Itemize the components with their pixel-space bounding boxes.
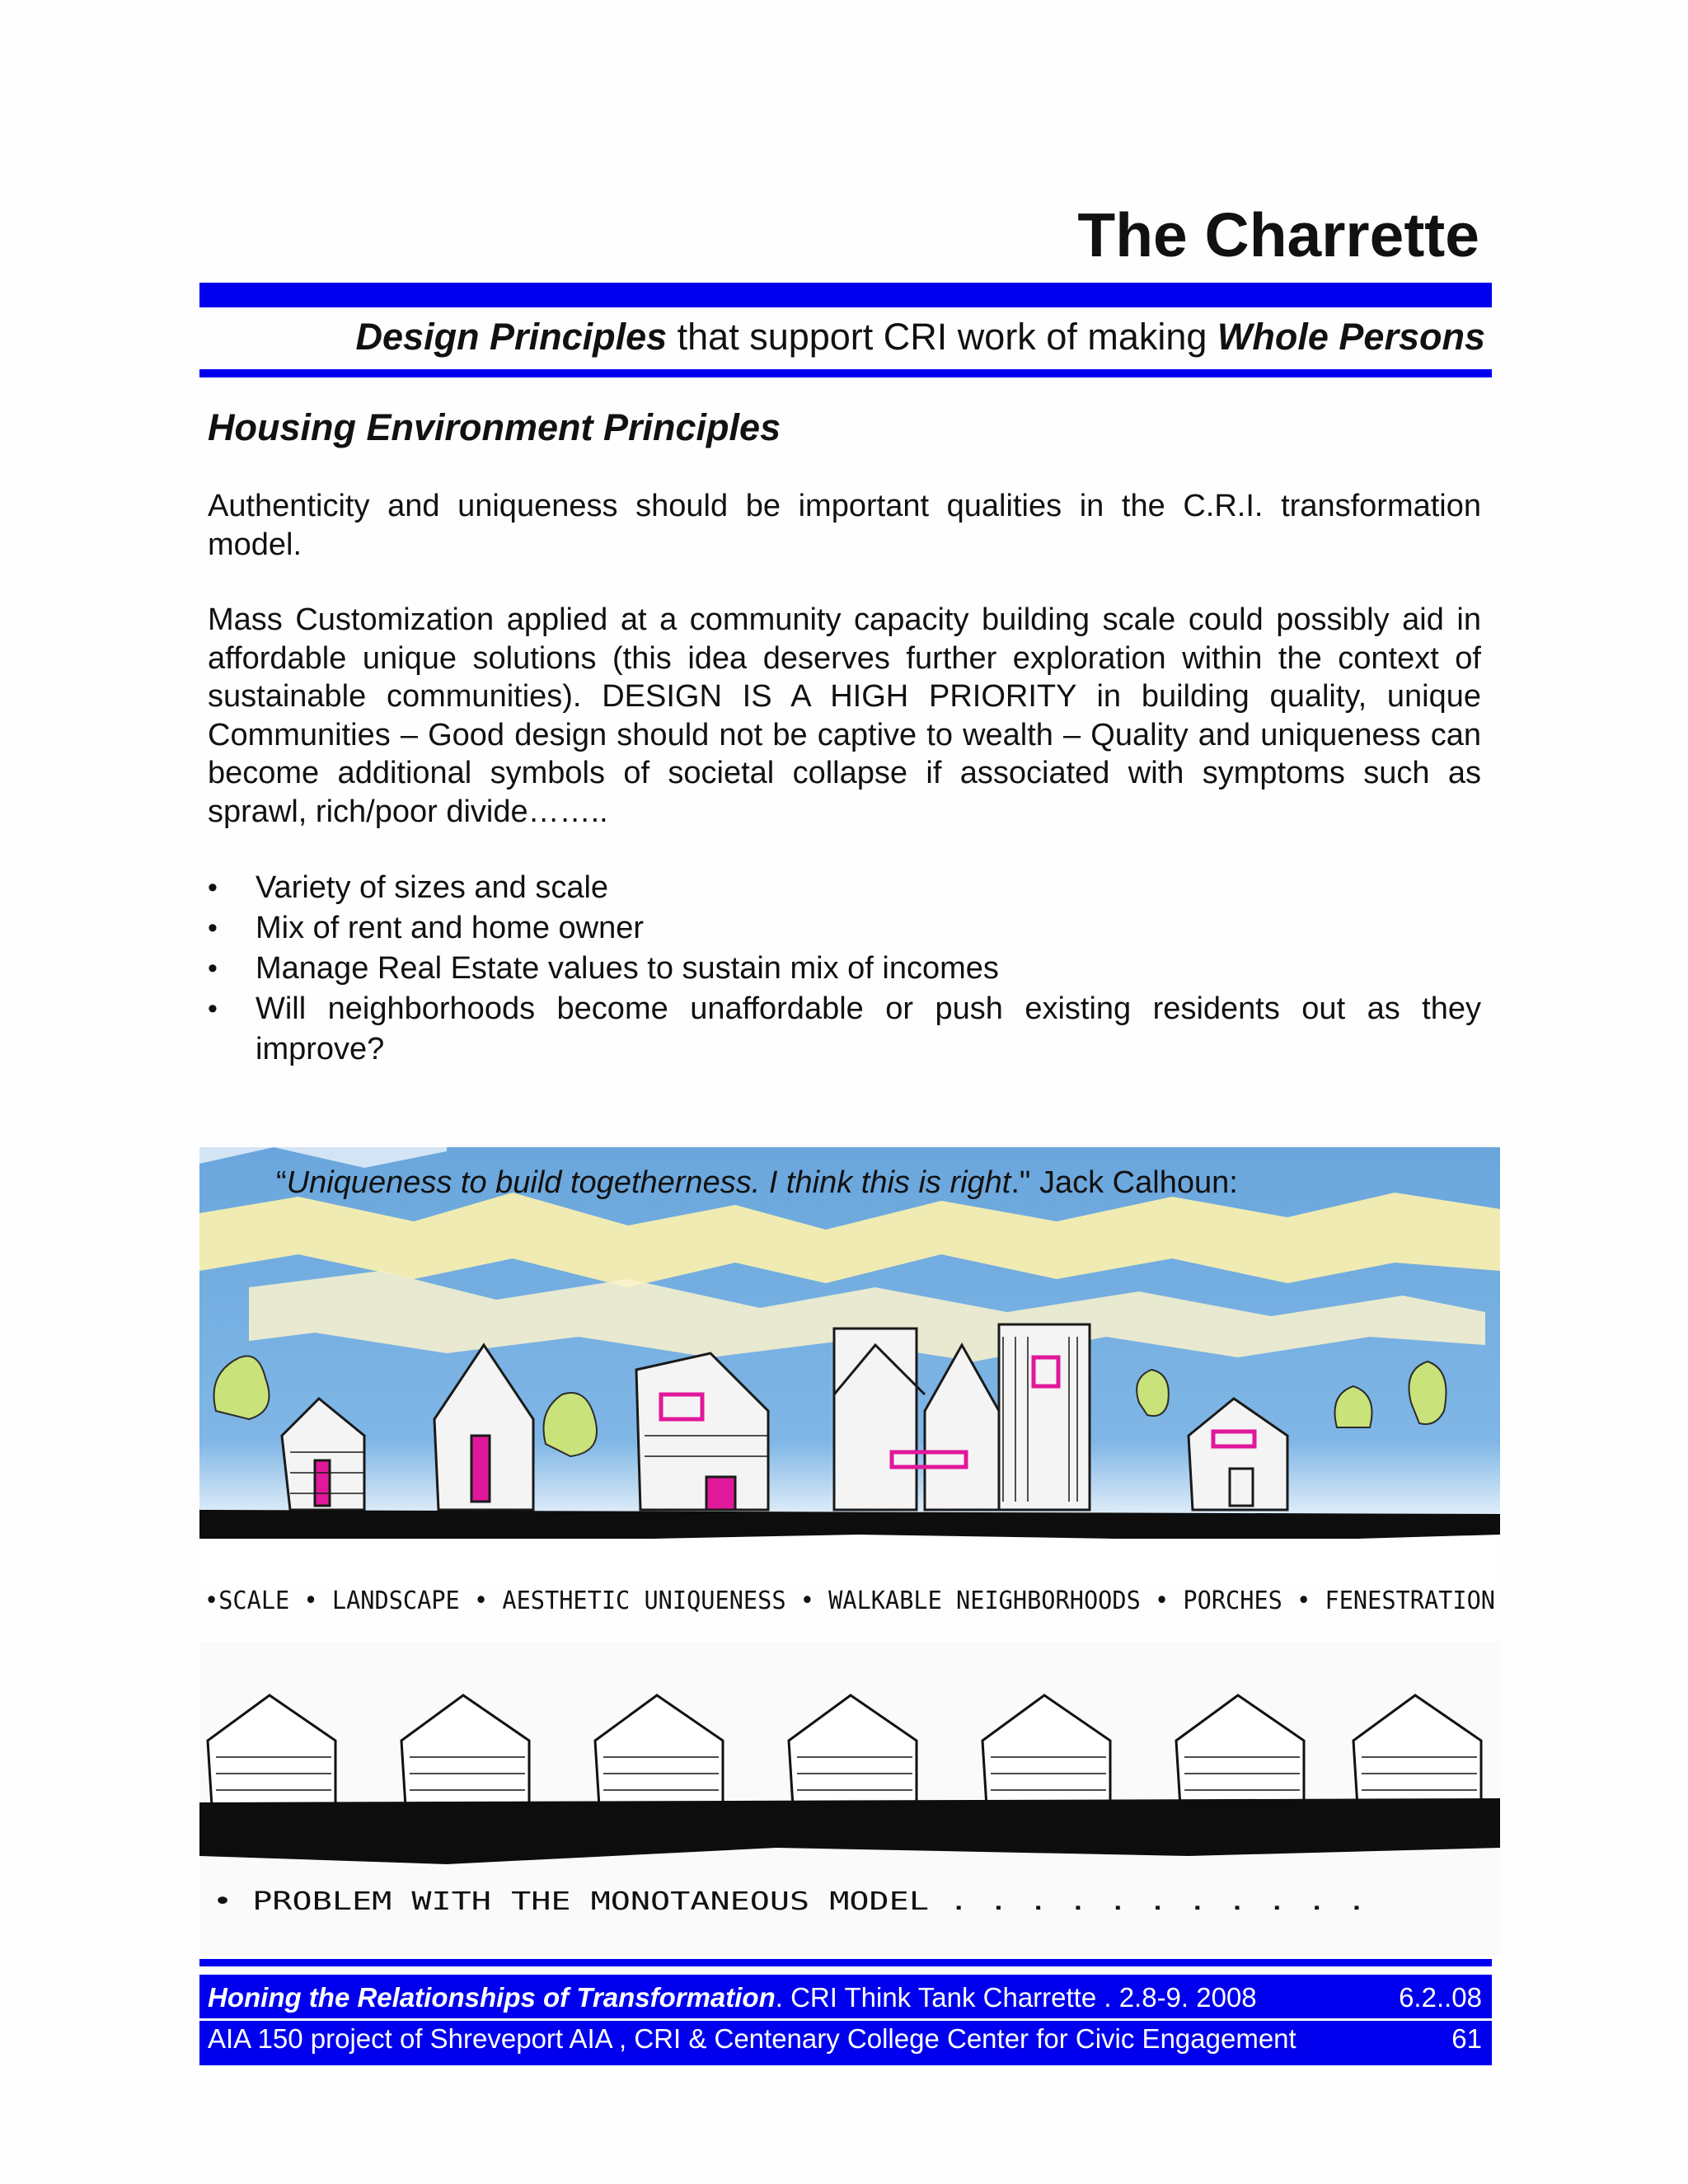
- subtitle-rule: [199, 369, 1492, 377]
- subtitle-mid: that support CRI work of making: [667, 316, 1217, 358]
- quote-attribution: ." Jack Calhoun:: [1010, 1165, 1238, 1200]
- page-title: The Charrette: [1077, 200, 1479, 269]
- title-rule: [199, 283, 1492, 307]
- footer-date: 6.2..08: [1399, 1982, 1482, 2013]
- caption-bottom: • PROBLEM WITH THE MONOTANEOUS MODEL . . . . . . . . . . .: [213, 1887, 1367, 1916]
- list-item: • Variety of sizes and scale: [208, 868, 1481, 908]
- footer-event: . CRI Think Tank Charrette . 2.8-9. 2008: [775, 1982, 1257, 2013]
- paragraph-authenticity: Authenticity and uniqueness should be important qualities in the C.R.I. transformation model.: [208, 489, 1481, 562]
- footer-line-1: [208, 1978, 1482, 2018]
- housing-sketch-illustration: [199, 1147, 1500, 1955]
- page-number: 61: [1451, 2023, 1482, 2054]
- page-subtitle: [199, 313, 1485, 361]
- footer-rule: [199, 1959, 1492, 1966]
- list-item: • Will neighborhoods become unaffordable or push existing residents out as they improve?: [208, 989, 1481, 1070]
- footer-credits: AIA 150 project of Shreveport AIA , CRI & Centenary College Center for Civic Engagement: [208, 2023, 1296, 2054]
- list-item: • Mix of rent and home owner: [208, 908, 1481, 949]
- subtitle-lead: Design Principles: [355, 316, 668, 358]
- footer-line-2: [208, 2019, 1482, 2059]
- quote: [276, 1164, 1238, 1202]
- paragraph-mass-customization: Mass Customization applied at a community capacity building scale could possibly aid in affordable unique solutions (this idea deserves further exploration within the context of sustainable communities). DESIGN IS A HIGH PRIORITY in building quality, unique Communities – Good design should not be captive to wealth – Quality and uniqueness can become additional symbols of societal collapse if associated with symptoms such as sprawl, rich/poor divide……..: [208, 602, 1481, 829]
- subtitle-tail: Whole Persons: [1217, 316, 1485, 358]
- caption-top: •SCALE • LANDSCAPE • AESTHETIC UNIQUENESS • WALKABLE NEIGHBORHOODS • PORCHES • FENESTRATION: [204, 1586, 1495, 1615]
- quote-text: Uniqueness to build togetherness. I think this is right: [286, 1165, 1011, 1200]
- section-heading: Housing Environment Principles: [208, 406, 781, 448]
- principles-list: [208, 868, 1481, 1070]
- list-item: • Manage Real Estate values to sustain mix of incomes: [208, 949, 1481, 989]
- footer-publication-title: Honing the Relationships of Transformation: [208, 1982, 776, 2013]
- footer: [199, 1975, 1492, 2065]
- quote-open: “: [276, 1165, 287, 1200]
